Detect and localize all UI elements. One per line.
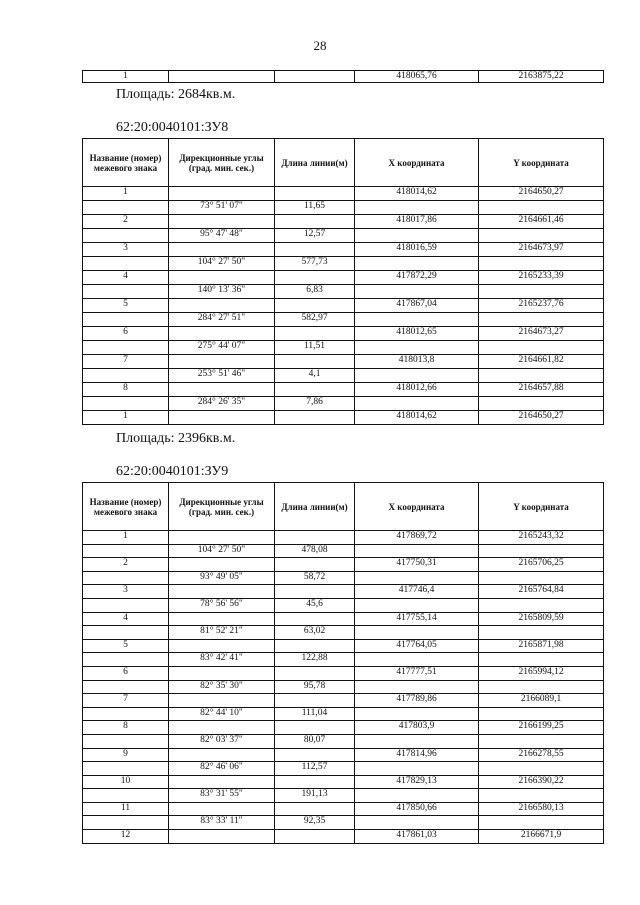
angle-cell [169,243,275,257]
point-cell [83,789,169,803]
point-cell: 2 [83,558,169,572]
y-cell: 2165237,76 [479,299,604,313]
y-cell [479,707,604,721]
header-point: Название (номер) межевого знака [83,139,169,187]
table-row [83,229,604,243]
table-row [83,341,604,355]
table-row [83,775,604,789]
length-cell [275,612,355,626]
angle-cell: 73° 51' 07" [169,201,275,215]
table-row [83,397,604,411]
table-row [83,383,604,397]
point-cell [83,397,169,411]
x-cell [355,707,479,721]
y-cell [479,397,604,411]
angle-cell [169,585,275,599]
y-cell [479,598,604,612]
point-cell: 2 [83,215,169,229]
table-row [83,313,604,327]
point-cell: 8 [83,383,169,397]
angle-cell: 253° 51' 46" [169,369,275,383]
point-cell: 4 [83,612,169,626]
point-cell [83,313,169,327]
x-cell: 417850,66 [355,802,479,816]
x-cell: 417861,03 [355,830,479,844]
angle-cell [169,411,275,425]
x-cell: 418016,59 [355,243,479,257]
angle-cell [169,802,275,816]
table-row [83,299,604,313]
y-cell: 2164673,97 [479,243,604,257]
x-cell [355,789,479,803]
x-cell [355,257,479,271]
y-cell [479,571,604,585]
x-cell [355,201,479,215]
length-cell: 191,13 [275,789,355,803]
table-header-row [83,139,604,187]
x-cell: 418017,86 [355,215,479,229]
table-row [83,748,604,762]
length-cell: 11,65 [275,201,355,215]
length-cell: 111,04 [275,707,355,721]
table-row [83,369,604,383]
table-row [83,666,604,680]
point-cell: 12 [83,830,169,844]
y-cell: 2164657,88 [479,383,604,397]
point-cell [83,680,169,694]
table-row [83,271,604,285]
table-row [83,789,604,803]
length-cell: 122,88 [275,653,355,667]
y-cell [479,816,604,830]
x-cell [355,369,479,383]
table-row [83,201,604,215]
table-row [83,694,604,708]
angle-cell: 83° 31' 55" [169,789,275,803]
point-cell: 1 [83,187,169,201]
length-cell [275,694,355,708]
angle-cell [169,299,275,313]
length-cell [275,639,355,653]
angle-cell [169,383,275,397]
x-cell [355,341,479,355]
point-cell [83,707,169,721]
prev-table-body [83,71,604,83]
point-cell [83,816,169,830]
y-cell: 2165706,25 [479,558,604,572]
angle-cell [169,558,275,572]
length-cell: 577,73 [275,257,355,271]
angle-cell: 104° 27' 50" [169,257,275,271]
y-cell: 2166580,13 [479,802,604,816]
plot-title-2: 62:20:0040101:ЗУ9 [116,464,229,479]
table-row [83,544,604,558]
point-cell: 1 [83,71,169,83]
x-cell: 418014,62 [355,411,479,425]
x-cell [355,544,479,558]
table-row [83,571,604,585]
length-cell [275,243,355,257]
angle-cell: 82° 03' 37" [169,734,275,748]
y-cell: 2165809,59 [479,612,604,626]
table-row [83,598,604,612]
table-row [83,285,604,299]
angle-cell: 81° 52' 21" [169,626,275,640]
angle-cell [169,694,275,708]
x-cell: 418013,8 [355,355,479,369]
length-cell [275,215,355,229]
table-row [83,680,604,694]
point-cell: 8 [83,721,169,735]
y-cell: 2166199,25 [479,721,604,735]
x-cell: 417814,96 [355,748,479,762]
x-cell [355,313,479,327]
x-cell: 418012,66 [355,383,479,397]
x-cell: 417829,13 [355,775,479,789]
y-cell: 2164650,27 [479,411,604,425]
table-row [83,558,604,572]
table-row [83,585,604,599]
point-cell [83,285,169,299]
length-cell: 12,57 [275,229,355,243]
header-angle: Дирекционные углы (град. мин. сек.) [169,483,275,531]
point-cell [83,653,169,667]
header-length: Длина линии(м) [275,139,355,187]
x-cell: 417764,05 [355,639,479,653]
x-cell [355,598,479,612]
length-cell [275,558,355,572]
angle-cell [169,639,275,653]
point-cell [83,626,169,640]
area-label-1: Площадь: 2684кв.м. [116,87,236,102]
point-cell: 7 [83,694,169,708]
x-cell: 417789,86 [355,694,479,708]
angle-cell [169,531,275,545]
length-cell: 58,72 [275,571,355,585]
length-cell: 4,1 [275,369,355,383]
x-cell: 417872,29 [355,271,479,285]
x-cell: 417803,9 [355,721,479,735]
length-cell: 80,07 [275,734,355,748]
table-row [83,653,604,667]
angle-cell [169,355,275,369]
point-cell: 3 [83,243,169,257]
angle-cell: 95° 47' 48" [169,229,275,243]
length-cell: 63,02 [275,626,355,640]
angle-cell [169,775,275,789]
point-cell [83,571,169,585]
length-cell [275,748,355,762]
y-cell [479,229,604,243]
header-x: X координата [355,139,479,187]
angle-cell: 104° 27' 50" [169,544,275,558]
y-cell [479,257,604,271]
header-length: Длина линии(м) [275,483,355,531]
length-cell [275,327,355,341]
table-row [83,257,604,271]
table-row [83,327,604,341]
table-row [83,816,604,830]
x-cell [355,229,479,243]
x-cell: 417746,4 [355,585,479,599]
point-cell: 9 [83,748,169,762]
length-cell [275,187,355,201]
angle-cell: 82° 44' 10" [169,707,275,721]
length-cell: 92,35 [275,816,355,830]
table-row [83,707,604,721]
x-cell [355,680,479,694]
x-cell [355,285,479,299]
y-cell [479,341,604,355]
y-cell: 2166089,1 [479,694,604,708]
y-cell [479,734,604,748]
x-cell: 418012,65 [355,327,479,341]
x-cell: 417777,51 [355,666,479,680]
angle-cell: 82° 46' 06" [169,762,275,776]
length-cell [275,411,355,425]
header-y: Y координата [479,483,604,531]
angle-cell [169,215,275,229]
y-cell [479,680,604,694]
page-number: 28 [313,38,327,53]
length-cell: 45,6 [275,598,355,612]
point-cell: 6 [83,327,169,341]
y-cell [479,369,604,383]
coordinates-table-2 [82,482,604,844]
table-row [83,243,604,257]
angle-cell: 140° 13' 36" [169,285,275,299]
point-cell: 1 [83,531,169,545]
table-row [83,411,604,425]
angle-cell [169,830,275,844]
length-cell [275,355,355,369]
y-cell [479,762,604,776]
table-row [83,626,604,640]
point-cell: 10 [83,775,169,789]
x-cell [355,734,479,748]
length-cell [275,802,355,816]
area-label-2: Площадь: 2396кв.м. [116,431,236,446]
point-cell: 7 [83,355,169,369]
table-body-2 [83,531,604,844]
y-cell: 2165243,32 [479,531,604,545]
header-point: Название (номер) межевого знака [83,483,169,531]
y-cell: 2166671,9 [479,830,604,844]
length-cell [275,585,355,599]
y-cell [479,201,604,215]
y-cell: 2164661,46 [479,215,604,229]
length-cell: 112,57 [275,762,355,776]
point-cell [83,598,169,612]
table-row [83,734,604,748]
x-cell [355,571,479,585]
point-cell [83,201,169,215]
length-cell [275,531,355,545]
table-row [83,531,604,545]
table-row [83,71,604,83]
point-cell [83,369,169,383]
point-cell [83,734,169,748]
point-cell: 1 [83,411,169,425]
table-row [83,612,604,626]
angle-cell: 83° 33' 11" [169,816,275,830]
angle-cell: 275° 44' 07" [169,341,275,355]
table-row [83,215,604,229]
y-cell: 2164661,82 [479,355,604,369]
y-cell: 2166278,55 [479,748,604,762]
y-cell: 2165871,98 [479,639,604,653]
header-y: Y координата [479,139,604,187]
x-cell [355,653,479,667]
y-cell: 2164650,27 [479,187,604,201]
table-row [83,639,604,653]
y-cell [479,626,604,640]
prev-coordinates-table [82,70,604,83]
angle-cell [169,187,275,201]
y-cell [479,285,604,299]
length-cell: 95,78 [275,680,355,694]
angle-cell [169,612,275,626]
point-cell: 5 [83,299,169,313]
point-cell [83,762,169,776]
angle-cell: 284° 27' 51" [169,313,275,327]
length-cell [275,299,355,313]
y-cell: 2165994,12 [479,666,604,680]
angle-cell: 284° 26' 35" [169,397,275,411]
length-cell [275,775,355,789]
point-cell [83,257,169,271]
y-cell [479,653,604,667]
length-cell [275,721,355,735]
table-header-row [83,483,604,531]
x-cell: 417867,04 [355,299,479,313]
y-cell: 2165233,39 [479,271,604,285]
y-cell: 2166390,22 [479,775,604,789]
length-cell [275,71,355,83]
x-cell: 418065,76 [355,71,479,83]
length-cell [275,830,355,844]
angle-cell [169,666,275,680]
x-cell: 418014,62 [355,187,479,201]
length-cell: 7,86 [275,397,355,411]
table-row [83,187,604,201]
table-body-1 [83,187,604,425]
length-cell: 11,51 [275,341,355,355]
length-cell [275,383,355,397]
angle-cell: 82° 35' 30" [169,680,275,694]
point-cell: 3 [83,585,169,599]
x-cell [355,397,479,411]
y-cell [479,313,604,327]
length-cell: 478,08 [275,544,355,558]
x-cell [355,816,479,830]
angle-cell [169,71,275,83]
table-row [83,802,604,816]
angle-cell: 78° 56' 56" [169,598,275,612]
header-x: X координата [355,483,479,531]
angle-cell [169,271,275,285]
x-cell [355,762,479,776]
angle-cell [169,721,275,735]
angle-cell [169,748,275,762]
x-cell [355,626,479,640]
length-cell: 582,97 [275,313,355,327]
angle-cell: 93° 49' 05" [169,571,275,585]
length-cell [275,666,355,680]
point-cell [83,544,169,558]
point-cell [83,229,169,243]
table-row [83,721,604,735]
y-cell: 2165764,84 [479,585,604,599]
point-cell [83,341,169,355]
y-cell [479,789,604,803]
table-row [83,762,604,776]
length-cell: 6,83 [275,285,355,299]
point-cell: 4 [83,271,169,285]
y-cell: 2164673,27 [479,327,604,341]
table-row [83,830,604,844]
point-cell: 5 [83,639,169,653]
y-cell [479,544,604,558]
x-cell: 417755,14 [355,612,479,626]
x-cell: 417869,72 [355,531,479,545]
angle-cell [169,327,275,341]
angle-cell: 83° 42' 41" [169,653,275,667]
y-cell: 2163875,22 [479,71,604,83]
point-cell: 6 [83,666,169,680]
length-cell [275,271,355,285]
point-cell: 11 [83,802,169,816]
table-row [83,355,604,369]
x-cell: 417750,31 [355,558,479,572]
plot-title-1: 62:20:0040101:ЗУ8 [116,120,229,135]
coordinates-table-1 [82,138,604,425]
header-angle: Дирекционные углы (град. мин. сек.) [169,139,275,187]
